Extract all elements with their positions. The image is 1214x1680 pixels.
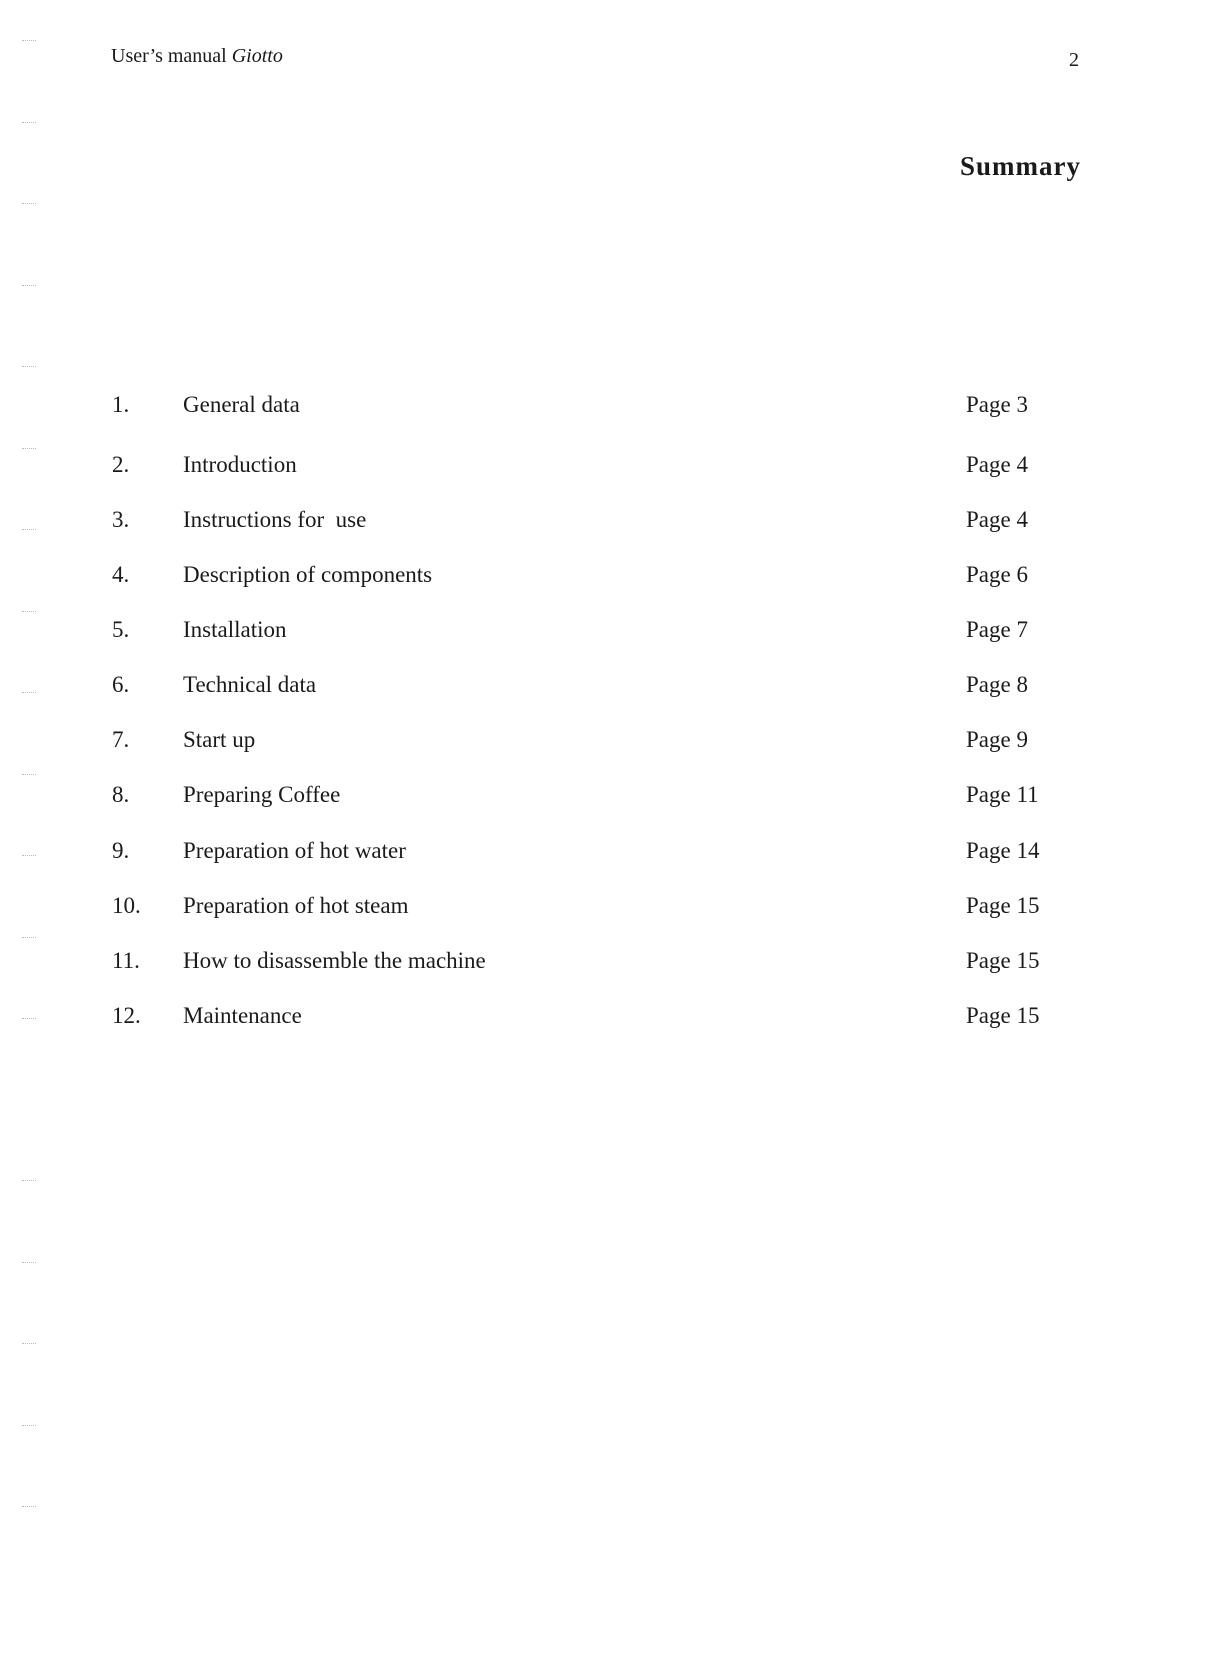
toc-row xyxy=(0,780,1214,810)
toc-label: Technical data xyxy=(183,672,317,697)
toc-number: 4. xyxy=(112,562,130,587)
toc-number: 9. xyxy=(112,838,130,863)
header-product-name: Giotto xyxy=(231,45,283,67)
page-number: 2 xyxy=(1069,49,1079,71)
toc-row xyxy=(0,450,1214,480)
margin-tick xyxy=(22,1343,36,1344)
toc-page: Page 8 xyxy=(966,672,1028,697)
toc-number: 11. xyxy=(112,948,140,973)
toc-page: Page 15 xyxy=(966,948,1040,973)
toc-row xyxy=(0,390,1214,420)
toc-page: Page 3 xyxy=(966,392,1028,417)
toc-label: Description of components xyxy=(183,562,433,587)
toc-row xyxy=(0,670,1214,700)
page-title: Summary xyxy=(960,151,1081,181)
toc-number: 12. xyxy=(112,1003,141,1028)
margin-tick xyxy=(22,285,36,286)
toc-page: Page 14 xyxy=(966,838,1040,863)
toc-page: Page 15 xyxy=(966,1003,1040,1028)
toc-number: 5. xyxy=(112,617,130,642)
toc-page: Page 9 xyxy=(966,727,1028,752)
margin-tick xyxy=(22,1180,36,1181)
margin-tick xyxy=(22,1425,36,1426)
toc-label: Preparation of hot steam xyxy=(183,893,409,918)
toc-row xyxy=(0,891,1214,921)
margin-tick xyxy=(22,774,36,775)
toc-page: Page 4 xyxy=(966,507,1028,532)
margin-tick xyxy=(22,448,36,449)
margin-tick xyxy=(22,203,36,204)
margin-tick xyxy=(22,40,36,41)
toc-row xyxy=(0,725,1214,755)
margin-tick xyxy=(22,611,36,612)
running-header xyxy=(111,44,283,68)
header-title: User’s manual xyxy=(111,45,232,67)
toc-number: 2. xyxy=(112,452,130,477)
toc-label: Installation xyxy=(183,617,287,642)
toc-page: Page 4 xyxy=(966,452,1028,477)
toc-row xyxy=(0,836,1214,866)
toc-page: Page 15 xyxy=(966,893,1040,918)
margin-tick xyxy=(22,937,36,938)
margin-tick xyxy=(22,366,36,367)
margin-tick xyxy=(22,1506,36,1507)
toc-number: 3. xyxy=(112,507,130,532)
toc-label: Preparation of hot water xyxy=(183,838,406,863)
toc-label: General data xyxy=(183,392,300,417)
toc-label: How to disassemble the machine xyxy=(183,948,486,973)
toc-row xyxy=(0,560,1214,590)
toc-page: Page 11 xyxy=(966,782,1039,807)
toc-page: Page 7 xyxy=(966,617,1028,642)
toc-number: 6. xyxy=(112,672,130,697)
toc-row xyxy=(0,1001,1214,1031)
toc-page: Page 6 xyxy=(966,562,1028,587)
toc-number: 8. xyxy=(112,782,130,807)
margin-tick xyxy=(22,1262,36,1263)
toc-row xyxy=(0,615,1214,645)
toc-label: Start up xyxy=(183,727,256,752)
toc-label: Maintenance xyxy=(183,1003,302,1028)
toc-label: Preparing Coffee xyxy=(183,782,341,807)
toc-number: 10. xyxy=(112,893,141,918)
toc-row xyxy=(0,946,1214,976)
toc-row xyxy=(0,505,1214,535)
toc-label: Instructions for use xyxy=(183,507,367,532)
toc-number: 1. xyxy=(112,392,130,417)
margin-tick xyxy=(22,122,36,123)
toc-number: 7. xyxy=(112,727,130,752)
toc-label: Introduction xyxy=(183,452,297,477)
